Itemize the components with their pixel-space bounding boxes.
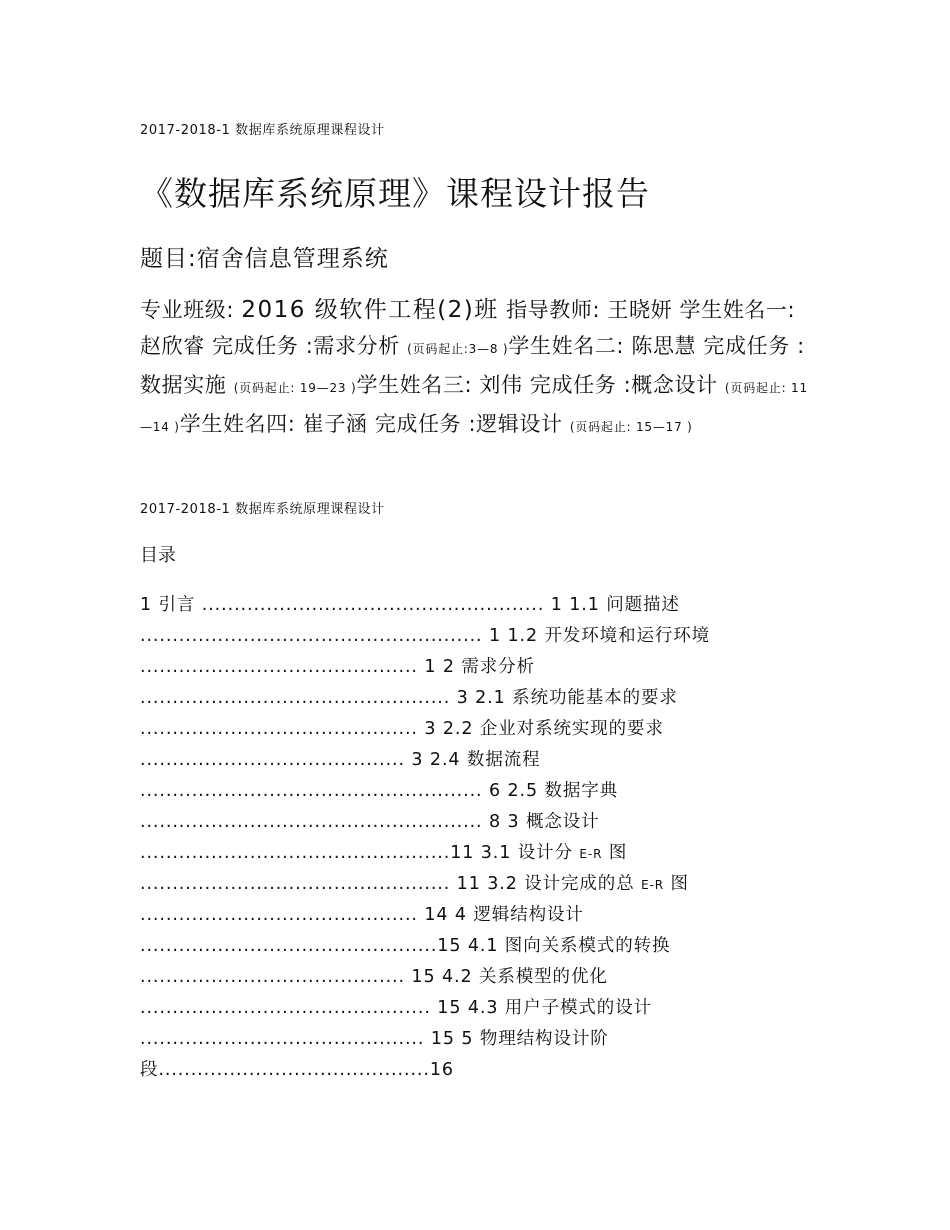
toc-line: ............................................ 15 5 物理结构设计阶 (140, 1029, 609, 1049)
major-label: 专业班级: (140, 298, 242, 322)
student1-pages: (页码起止:3—8 ) (407, 342, 509, 356)
page-header: 2017-2018-1 数据库系统原理课程设计 (140, 123, 385, 138)
major-value: 2016 级软件工程(2)班 (241, 297, 499, 323)
toc-line: ................................................ 3 2.1 系统功能基本的要求 (140, 688, 678, 708)
student4: 学生姓名四: 崔子涵 完成任务 :逻辑设计 (179, 412, 570, 436)
toc-line: 1 引言 ..................................................... 1 1.1 问题描述 (140, 595, 680, 615)
report-title: 《数据库系统原理》课程设计报告 (140, 174, 650, 213)
toc-line: ......................................... 15 4.2 关系模型的优化 (140, 967, 608, 987)
toc-line: ............................................. 15 4.3 用户子模式的设计 (140, 998, 653, 1018)
toc-line: ..................................................... 6 2.5 数据字典 (140, 781, 619, 801)
toc-line-er-abbrev: E-R (579, 847, 603, 861)
toc-line: ......................................... 3 2.4 数据流程 (140, 750, 541, 770)
toc-line: ..............................................15 4.1 图向关系模式的转换 (140, 936, 671, 956)
student3: 学生姓名三: 刘伟 完成任务 :概念设计 (356, 373, 725, 397)
toc-line: ........................................... 3 2.2 企业对系统实现的要求 (140, 719, 664, 739)
toc-line: ..................................................... 1 1.2 开发环境和运行环境 (140, 626, 711, 646)
page-header-second: 2017-2018-1 数据库系统原理课程设计 (140, 502, 385, 517)
toc-line: ..................................................... 8 3 概念设计 (140, 812, 600, 832)
toc-line-text: ................................................ 11 3.2 设计完成的总 (140, 874, 642, 894)
toc-line: 段..........................................16 (140, 1060, 454, 1080)
report-subject: 题目:宿舍信息管理系统 (140, 246, 389, 272)
toc-line-text: ................................................11 3.1 设计分 (140, 843, 580, 863)
toc-line-text-end: 图 (664, 874, 689, 894)
student2: 学生姓名二: 陈思慧 完成任务 :数据实施 (140, 334, 805, 397)
student-info-block (140, 292, 820, 445)
toc-line (140, 870, 689, 895)
toc-line-er-abbrev: E-R (641, 878, 665, 892)
toc-heading: 目录 (140, 545, 176, 566)
toc-line (140, 839, 627, 864)
toc-line: ........................................... 14 4 逻辑结构设计 (140, 905, 584, 925)
teacher-and-student1: 指导教师: 王晓妍 学生姓名一: 赵欣睿 完成任务 :需求分析 (140, 298, 796, 358)
student2-pages: (页码起止: 19—23 ) (233, 381, 357, 395)
toc-line-text-end: 图 (602, 843, 628, 863)
student3-pages: (页码起止: 11—14 ) (140, 381, 808, 434)
student4-pages: (页码起止: 15—17 ) (569, 420, 693, 434)
toc-line: ........................................... 1 2 需求分析 (140, 657, 535, 677)
